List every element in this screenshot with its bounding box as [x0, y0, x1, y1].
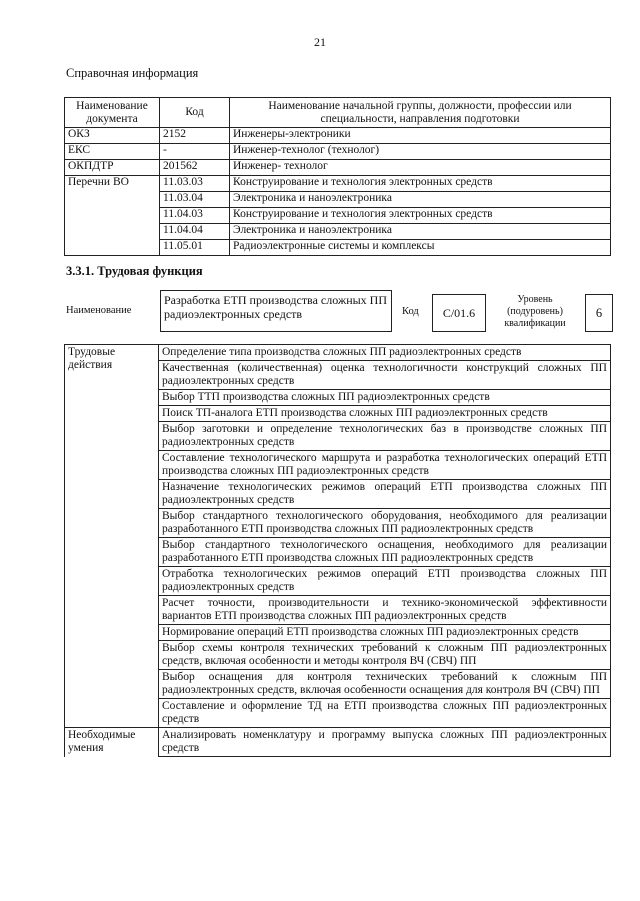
skills-label: Необходимые умения	[65, 728, 159, 757]
labor-action-item: Поиск ТП-аналога ЕТП производства сложных ПП радиоэлектронных средств	[159, 406, 611, 422]
header-name: Наименование начальной группы, должности, профессии или специальности, направления подготовки	[230, 98, 611, 128]
cell-doc: ОКЗ	[65, 128, 160, 144]
function-code-box: C/01.6	[432, 294, 486, 332]
labor-action-item: Нормирование операций ЕТП производства сложных ПП радиоэлектронных средств	[159, 625, 611, 641]
cell-code: 2152	[160, 128, 230, 144]
labor-actions-label: Трудовые действия	[65, 345, 159, 728]
cell-code: 11.05.01	[160, 240, 230, 256]
labor-action-item: Выбор схемы контроля технических требований к сложным ПП радиоэлектронных средств, включая особенности и методы контроля ВЧ (СВЧ) ПП	[159, 641, 611, 670]
cell-name: Радиоэлектронные системы и комплексы	[230, 240, 611, 256]
labor-action-item: Отработка технологических режимов операций ЕТП производства сложных ПП радиоэлектронных средств	[159, 567, 611, 596]
labor-action-item: Выбор заготовки и определение технологических баз в производстве сложных ПП радиоэлектронных средств	[159, 422, 611, 451]
reference-title: Справочная информация	[66, 66, 199, 80]
cell-code: 11.03.04	[160, 192, 230, 208]
labor-action-item: Расчет точности, производительности и технико-экономической эффективности вариантов ЕТП производства сложных ПП радиоэлектронных средств	[159, 596, 611, 625]
header-code: Код	[160, 98, 230, 128]
cell-code: 11.03.03	[160, 176, 230, 192]
labor-function-table	[64, 344, 611, 757]
labor-action-item: Определение типа производства сложных ПП радиоэлектронных средств	[159, 345, 611, 361]
cell-code: -	[160, 144, 230, 160]
cell-name: Инженер-технолог (технолог)	[230, 144, 611, 160]
labor-action-item: Выбор стандартного технологического оборудования, необходимого для реализации разработанного ЕТП производства сложных ПП радиоэлектронных средств	[159, 509, 611, 538]
cell-name: Конструирование и технология электронных средств	[230, 208, 611, 224]
table-row	[65, 176, 611, 192]
labor-action-item: Выбор оснащения для контроля технических требований к сложным ПП радиоэлектронных средств, включая особенности оснащения для контроля ВЧ (СВЧ) ПП	[159, 670, 611, 699]
table-row	[65, 345, 611, 361]
cell-name: Конструирование и технология электронных средств	[230, 176, 611, 192]
labor-action-item: Назначение технологических режимов операций ЕТП производства сложных ПП радиоэлектронных средств	[159, 480, 611, 509]
header-doc: Наименование документа	[65, 98, 160, 128]
table-row	[65, 728, 611, 757]
labor-action-item: Выбор стандартного технологического оснащения, необходимого для реализации разработанного ЕТП производства сложных ПП радиоэлектронных средств	[159, 538, 611, 567]
cell-code: 201562	[160, 160, 230, 176]
cell-name: Электроника и наноэлектроника	[230, 224, 611, 240]
labor-action-item: Составление технологического маршрута и разработка технологических операций ЕТП производства сложных ПП радиоэлектронных средств	[159, 451, 611, 480]
cell-name: Электроника и наноэлектроника	[230, 192, 611, 208]
cell-name: Инженеры-электроники	[230, 128, 611, 144]
skill-item: Анализировать номенклатуру и программу выпуска сложных ПП радиоэлектронных средств	[159, 728, 611, 757]
qualification-level-box: 6	[585, 294, 613, 332]
cell-code: 11.04.03	[160, 208, 230, 224]
labor-action-item: Выбор ТТП производства сложных ПП радиоэлектронных средств	[159, 390, 611, 406]
labor-action-item: Качественная (количественная) оценка технологичности конструкций сложных ПП радиоэлектронных средств	[159, 361, 611, 390]
labor-action-item: Составление и оформление ТД на ЕТП производства сложных ПП радиоэлектронных средств	[159, 699, 611, 728]
table-row	[65, 160, 611, 176]
reference-table	[64, 97, 611, 256]
cell-code: 11.04.04	[160, 224, 230, 240]
code-label: Код	[402, 306, 419, 317]
page-number: 21	[314, 35, 326, 49]
cell-doc: ОКПДТР	[65, 160, 160, 176]
cell-doc: ЕКС	[65, 144, 160, 160]
level-label: Уровень (подуровень) квалификации	[504, 294, 566, 329]
name-label: Наименование	[66, 305, 132, 316]
cell-doc: Перечни ВО	[65, 176, 160, 256]
function-name-box: Разработка ЕТП производства сложных ПП радиоэлектронных средств	[160, 290, 392, 332]
cell-name: Инженер- технолог	[230, 160, 611, 176]
section-heading: 3.3.1. Трудовая функция	[66, 264, 203, 278]
table-row	[65, 144, 611, 160]
table-row	[65, 128, 611, 144]
reference-header-row	[65, 98, 611, 128]
